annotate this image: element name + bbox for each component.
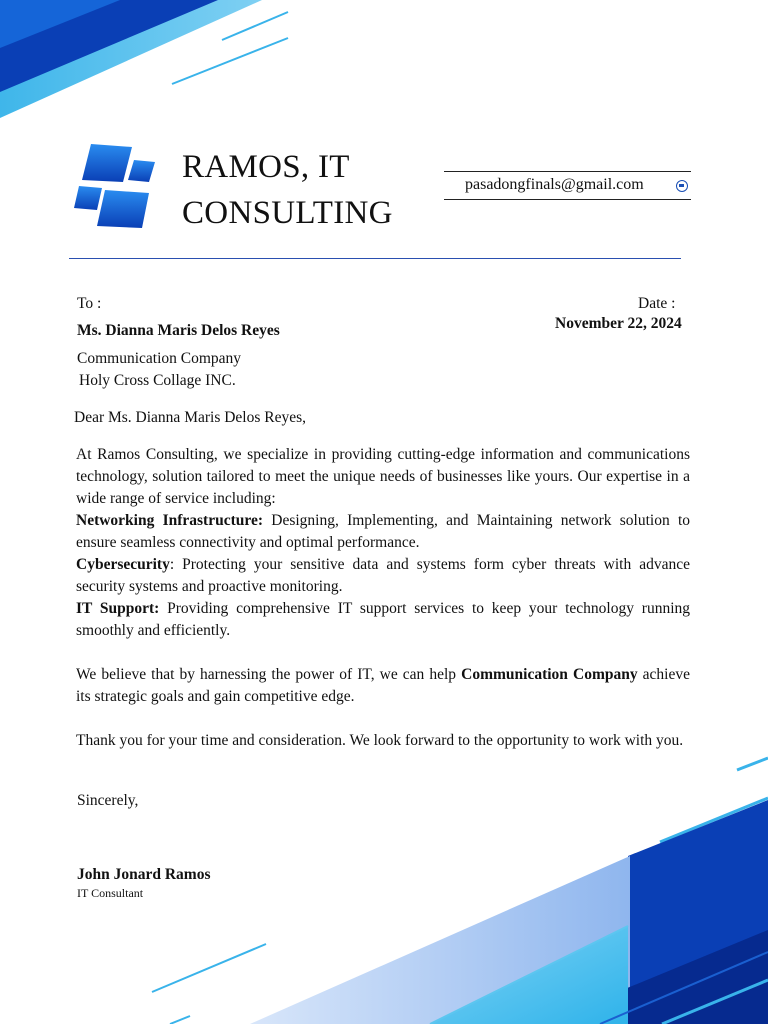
header-divider: [69, 258, 681, 259]
service-cybersecurity: [76, 554, 690, 598]
salutation: Dear Ms. Dianna Maris Delos Reyes,: [74, 409, 307, 426]
logo-tile-top-right: [128, 160, 155, 182]
company-name-line-2: CONSULTING: [182, 195, 393, 231]
to-label: To :: [77, 295, 102, 312]
service-text: Designing, Implementing, and Maintaining network solution to ensure seamless connectivity and optimal performance.: [76, 512, 690, 551]
recipient-name: Ms. Dianna Maris Delos Reyes: [77, 322, 280, 339]
service-title: Cybersecurity: [76, 556, 170, 573]
belief-text-start: We believe that by harnessing the power of IT, we can help: [76, 666, 462, 683]
company-name: [182, 144, 393, 236]
corner-line-2: [172, 38, 288, 84]
intro-paragraph: At Ramos Consulting, we specialize in providing cutting-edge information and communications technology, solution tailored to meet the unique needs of businesses like yours. Our expertise in a wide range of service including:: [76, 446, 690, 507]
recipient-company: Communication Company: [77, 350, 242, 367]
belief-paragraph: [76, 664, 690, 708]
belief-company: Communication Company: [461, 666, 638, 683]
letter-body: [76, 444, 690, 752]
date-label: Date :: [638, 295, 676, 312]
logo-tile-top-left: [82, 144, 132, 182]
date-value: November 22, 2024: [555, 315, 682, 332]
service-text: Providing comprehensive IT support services to keep your technology running smoothly and efficiently.: [76, 600, 690, 639]
service-title: IT Support:: [76, 600, 160, 617]
company-logo: [70, 144, 160, 230]
recipient-institution: Holy Cross Collage INC.: [79, 372, 236, 389]
closing: Sincerely,: [77, 792, 139, 809]
service-networking: [76, 510, 690, 554]
signature-title: IT Consultant: [77, 886, 144, 900]
service-title: Networking Infrastructure:: [76, 512, 264, 529]
email-icon: [676, 180, 688, 192]
signature-name: John Jonard Ramos: [77, 866, 211, 883]
corner-line-3: [737, 758, 768, 770]
logo-tile-bottom-left: [74, 186, 102, 210]
thanks-paragraph: Thank you for your time and consideration. We look forward to the opportunity to work with you.: [76, 732, 684, 749]
contact-email-block: [444, 171, 691, 200]
logo-tile-bottom-right: [97, 190, 149, 228]
company-name-line-1: RAMOS, IT: [182, 149, 350, 185]
corner-line-9: [170, 1016, 190, 1024]
service-text: : Protecting your sensitive data and systems form cyber threats with advance security systems and proactive monitoring.: [76, 556, 690, 595]
belief-text-end: achieve its strategic goals and gain competitive edge.: [76, 666, 690, 705]
corner-line-8: [152, 944, 266, 992]
contact-email[interactable]: pasadongfinals@gmail.com: [465, 176, 644, 193]
corner-line-1: [222, 12, 288, 40]
service-it-support: [76, 598, 690, 642]
